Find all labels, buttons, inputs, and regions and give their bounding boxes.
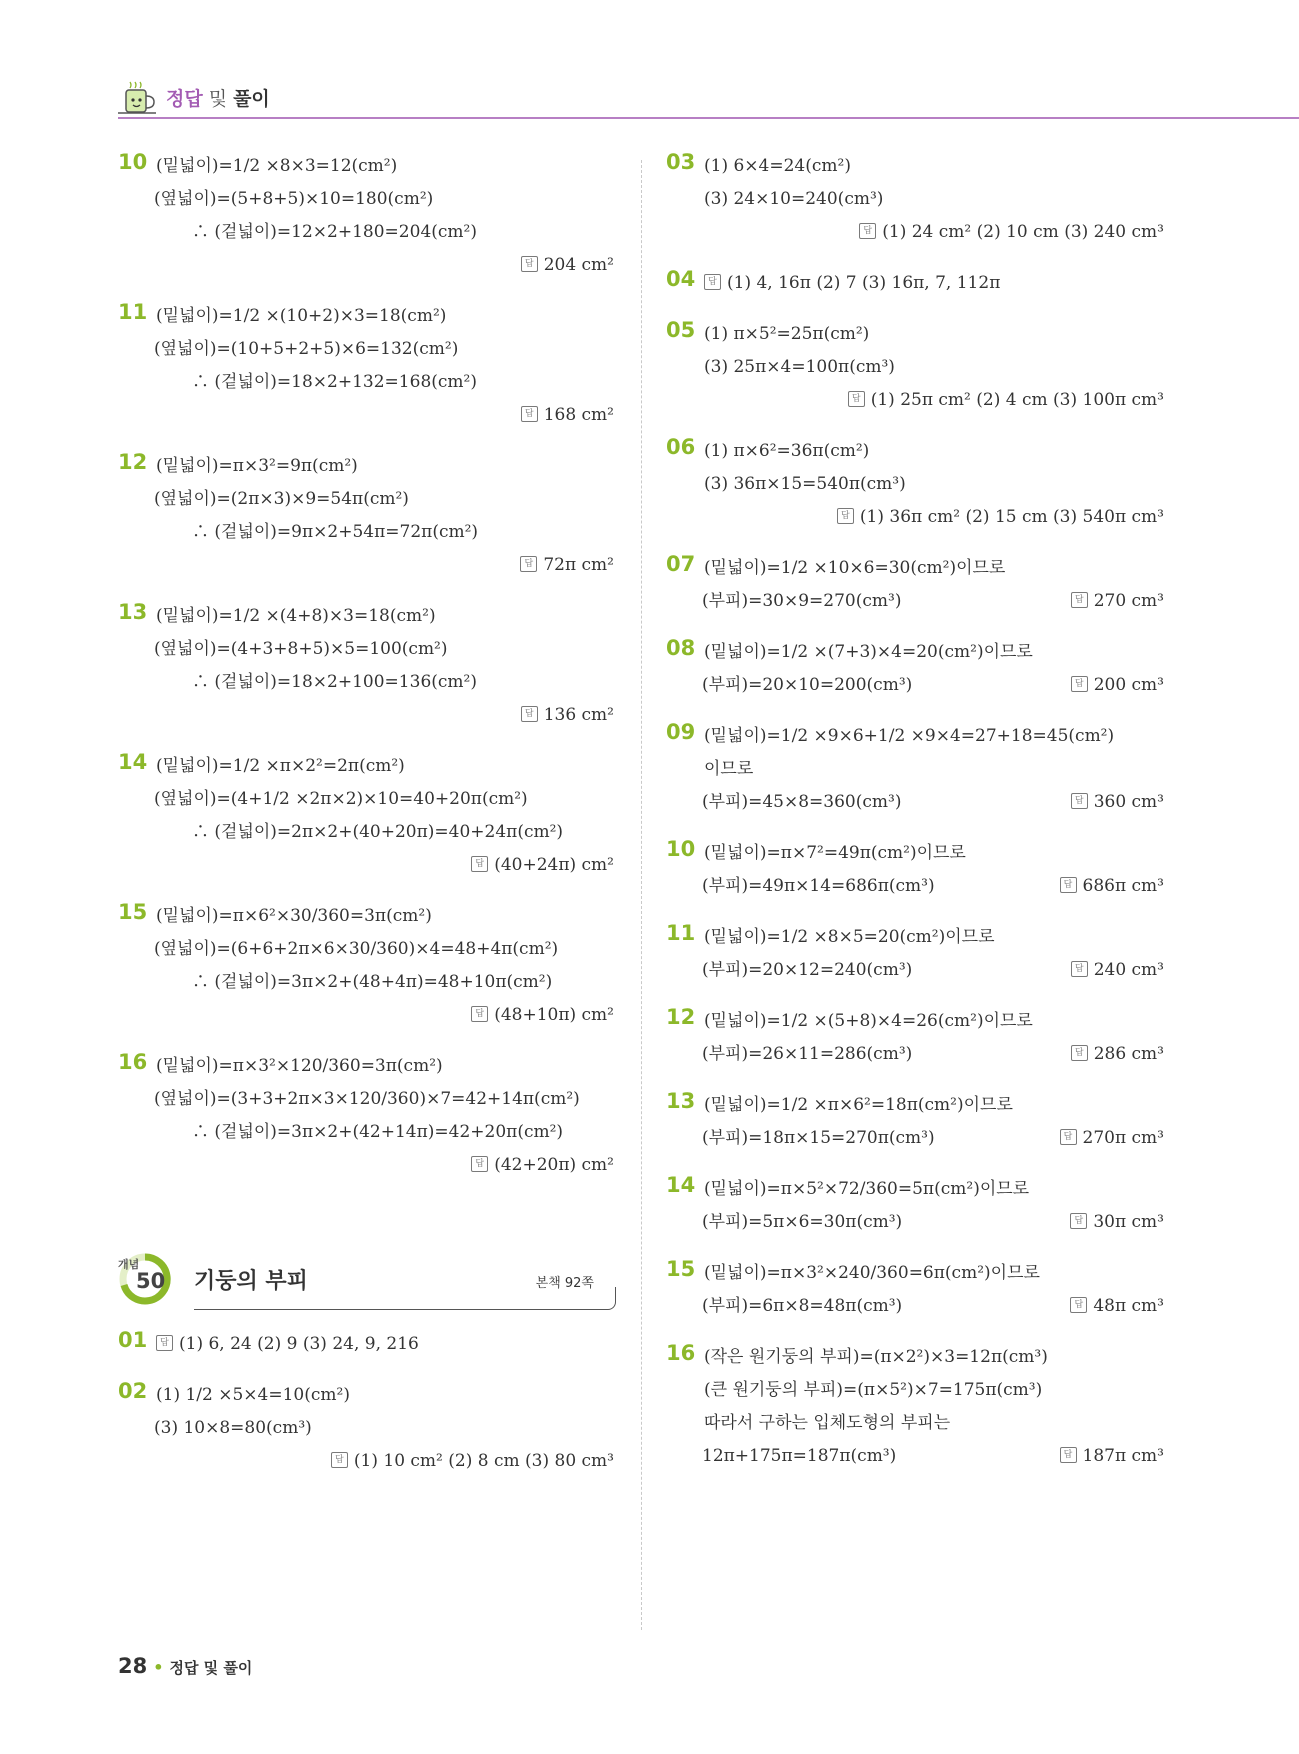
solution-line <box>666 468 1166 501</box>
solution-item <box>666 150 1166 249</box>
solution-line <box>666 921 1166 954</box>
problem-number: 11 <box>666 921 696 945</box>
problem-number: 16 <box>666 1341 696 1365</box>
solution-line <box>666 786 1166 819</box>
section-reference: 본책 92쪽 <box>535 1276 594 1291</box>
solution-line <box>666 585 1166 618</box>
mascot-cup-icon <box>118 80 158 116</box>
solution-item <box>666 318 1166 417</box>
page-title <box>166 84 270 111</box>
answer-value: 270 cm³ <box>1093 591 1164 611</box>
solution-text: (부피)=49π×14=686π(cm³) <box>702 876 935 896</box>
problem-number: 04 <box>666 267 696 291</box>
solution-text: (밑넓이)=1/2 ×8×5=20(cm²)이므로 <box>704 927 995 947</box>
solution-line <box>118 966 616 999</box>
solution-line <box>118 450 616 483</box>
answer-mark-icon: 답 <box>1070 1213 1087 1229</box>
answer <box>1070 1206 1164 1239</box>
answer-mark-icon: 답 <box>859 223 876 239</box>
final-answer <box>118 1445 616 1478</box>
problem-number: 08 <box>666 636 696 660</box>
section-kicker: 개념 <box>118 1258 140 1271</box>
answer-mark-icon: 답 <box>1071 676 1088 692</box>
problem-number: 11 <box>118 300 148 324</box>
solution-item <box>118 900 616 1032</box>
solution-line <box>118 183 616 216</box>
solution-text: (부피)=20×12=240(cm³) <box>702 960 913 980</box>
solution-line <box>666 954 1166 987</box>
solution-text: (밑넓이)=1/2 ×(7+3)×4=20(cm²)이므로 <box>704 642 1033 662</box>
solution-item <box>118 300 616 432</box>
solution-text: (3) 24×10=240(cm³) <box>704 189 884 209</box>
answer-value: 270π cm³ <box>1082 1128 1164 1148</box>
solution-item <box>666 435 1166 534</box>
solution-text: ∴ (겉넓이)=12×2+180=204(cm²) <box>192 222 477 242</box>
solution-line <box>666 552 1166 585</box>
answer-value: 72π cm² <box>543 555 614 575</box>
left-column <box>118 150 616 1496</box>
solution-line <box>666 1005 1166 1038</box>
final-answer <box>118 699 616 732</box>
solution-text: (밑넓이)=π×3²×240/360=6π(cm²)이므로 <box>704 1263 1040 1283</box>
answer <box>1071 585 1164 618</box>
answer-mark-icon: 답 <box>521 706 538 722</box>
solution-line <box>666 183 1166 216</box>
problem-number: 10 <box>118 150 148 174</box>
solution-line <box>666 753 1166 786</box>
solution-item <box>666 267 1166 300</box>
answer-mark-icon: 답 <box>1070 1297 1087 1313</box>
answer-mark-icon: 답 <box>1071 1045 1088 1061</box>
problem-number: 12 <box>666 1005 696 1029</box>
solution-text: ∴ (겉넓이)=3π×2+(48+4π)=48+10π(cm²) <box>192 972 553 992</box>
solution-text: (1) 1/2 ×5×4=10(cm²) <box>156 1385 350 1405</box>
answer-mark-icon: 답 <box>521 256 538 272</box>
solution-line <box>666 267 1166 300</box>
answer-mark-icon: 답 <box>471 1156 488 1172</box>
solution-line <box>666 720 1166 753</box>
solution-line <box>118 900 616 933</box>
answer-value: (1) 24 cm² (2) 10 cm (3) 240 cm³ <box>882 222 1164 242</box>
solution-line <box>666 150 1166 183</box>
solution-line <box>118 150 616 183</box>
page-number: 28 <box>118 1654 148 1678</box>
answer-value: (1) 36π cm² (2) 15 cm (3) 540π cm³ <box>859 507 1164 527</box>
section-title: 기둥의 부피 <box>194 1269 308 1294</box>
solution-text: (밑넓이)=1/2 ×(4+8)×3=18(cm²) <box>156 606 436 626</box>
solution-line <box>118 1379 616 1412</box>
solution-item <box>118 600 616 732</box>
section-number: 50 <box>136 1269 166 1293</box>
answer-mark-icon: 답 <box>520 556 537 572</box>
solution-list-left <box>118 150 616 1182</box>
solution-text: (옆넓이)=(4+3+8+5)×5=100(cm²) <box>154 639 448 659</box>
answer-mark-icon: 답 <box>156 1335 173 1351</box>
solution-line <box>666 318 1166 351</box>
problem-number: 16 <box>118 1050 148 1074</box>
answer <box>1071 954 1164 987</box>
solution-text: (밑넓이)=π×3²=9π(cm²) <box>156 456 358 476</box>
answer-value: 200 cm³ <box>1093 675 1164 695</box>
column-divider <box>641 160 642 1630</box>
answer-mark-icon: 답 <box>471 1006 488 1022</box>
problem-number: 14 <box>118 750 148 774</box>
solution-text: (3) 10×8=80(cm³) <box>154 1418 312 1438</box>
answer-mark-icon: 답 <box>331 1452 348 1468</box>
solution-line <box>666 1407 1166 1440</box>
answer-value: 187π cm³ <box>1082 1446 1164 1466</box>
solution-line <box>118 1328 616 1361</box>
problem-number: 01 <box>118 1328 148 1352</box>
solution-line <box>118 1412 616 1445</box>
solution-line <box>666 1089 1166 1122</box>
solution-item <box>118 1379 616 1478</box>
final-answer <box>118 399 616 432</box>
answer-value: (40+24π) cm² <box>494 855 614 875</box>
answer-mark-icon: 답 <box>1060 1129 1077 1145</box>
solution-line <box>666 1341 1166 1374</box>
solution-line <box>118 333 616 366</box>
answer-value: (42+20π) cm² <box>494 1155 614 1175</box>
answer-value: 286 cm³ <box>1093 1044 1164 1064</box>
header-divider <box>118 117 1299 119</box>
answer-value: 360 cm³ <box>1093 792 1164 812</box>
answer-mark-icon: 답 <box>704 274 721 290</box>
solution-text: (밑넓이)=1/2 ×8×3=12(cm²) <box>156 156 398 176</box>
solution-item <box>118 1328 616 1361</box>
solution-text: (부피)=6π×8=48π(cm³) <box>702 1296 903 1316</box>
solution-line <box>666 1290 1166 1323</box>
solution-line <box>118 483 616 516</box>
solution-line <box>666 1374 1166 1407</box>
final-answer <box>666 384 1166 417</box>
page-footer <box>118 1654 252 1678</box>
solution-text: (1) 6×4=24(cm²) <box>704 156 851 176</box>
answer-value: 48π cm³ <box>1093 1296 1164 1316</box>
solution-line <box>666 837 1166 870</box>
problem-number: 03 <box>666 150 696 174</box>
solution-text: (밑넓이)=1/2 ×10×6=30(cm²)이므로 <box>704 558 1006 578</box>
answer <box>1060 870 1164 903</box>
solution-text: (옆넓이)=(5+8+5)×10=180(cm²) <box>154 189 434 209</box>
answer-value: 204 cm² <box>543 255 614 275</box>
solution-line <box>666 669 1166 702</box>
solution-line <box>666 351 1166 384</box>
solution-text: 따라서 구하는 입체도형의 부피는 <box>704 1413 951 1433</box>
solution-line <box>118 300 616 333</box>
solution-text: (1) π×6²=36π(cm²) <box>704 441 870 461</box>
final-answer <box>118 849 616 882</box>
solution-item <box>666 1089 1166 1155</box>
solution-line <box>666 1038 1166 1071</box>
answer-value: 240 cm³ <box>1093 960 1164 980</box>
problem-number: 07 <box>666 552 696 576</box>
solution-list-right <box>666 150 1166 1473</box>
solution-text: (부피)=5π×6=30π(cm³) <box>702 1212 903 1232</box>
answer <box>1071 669 1164 702</box>
problem-number: 15 <box>118 900 148 924</box>
answer <box>1060 1122 1164 1155</box>
solution-text: (3) 36π×15=540π(cm³) <box>704 474 906 494</box>
solution-item <box>666 1173 1166 1239</box>
solution-line <box>666 1173 1166 1206</box>
answer-mark-icon: 답 <box>1060 877 1077 893</box>
solution-line <box>118 750 616 783</box>
problem-number: 02 <box>118 1379 148 1403</box>
solution-line <box>118 933 616 966</box>
solution-line <box>666 1440 1166 1473</box>
solution-item <box>666 1005 1166 1071</box>
solution-text: (밑넓이)=π×3²×120/360=3π(cm²) <box>156 1056 443 1076</box>
solution-text: (부피)=30×9=270(cm³) <box>702 591 902 611</box>
solution-text: (3) 25π×4=100π(cm³) <box>704 357 895 377</box>
answer-value: (1) 25π cm² (2) 4 cm (3) 100π cm³ <box>870 390 1164 410</box>
solution-line <box>118 633 616 666</box>
answer-value: 686π cm³ <box>1082 876 1164 896</box>
answer-mark-icon: 답 <box>1071 793 1088 809</box>
solution-text: (부피)=20×10=200(cm³) <box>702 675 913 695</box>
solution-text: (옆넓이)=(2π×3)×9=54π(cm²) <box>154 489 409 509</box>
answer-value: 168 cm² <box>543 405 614 425</box>
solution-text: (옆넓이)=(4+1/2 ×2π×2)×10=40+20π(cm²) <box>154 789 528 809</box>
title-part3: 풀이 <box>233 88 270 110</box>
solution-text: ∴ (겉넓이)=2π×2+(40+20π)=40+24π(cm²) <box>192 822 564 842</box>
answer-mark-icon: 답 <box>848 391 865 407</box>
title-part1: 정답 <box>166 88 203 110</box>
final-answer <box>666 216 1166 249</box>
title-part2: 및 <box>208 88 228 110</box>
final-answer <box>118 1149 616 1182</box>
solution-text: (부피)=18π×15=270π(cm³) <box>702 1128 935 1148</box>
solution-text: (밑넓이)=1/2 ×(5+8)×4=26(cm²)이므로 <box>704 1011 1033 1031</box>
solution-line <box>666 1257 1166 1290</box>
solution-text: (부피)=45×8=360(cm³) <box>702 792 902 812</box>
footer-label: 정답 및 풀이 <box>169 1659 253 1677</box>
solution-line <box>118 1083 616 1116</box>
solution-item <box>666 921 1166 987</box>
final-answer <box>118 549 616 582</box>
final-answer <box>666 501 1166 534</box>
solution-text: (옆넓이)=(10+5+2+5)×6=132(cm²) <box>154 339 459 359</box>
answer-text: (1) 6, 24 (2) 9 (3) 24, 9, 216 <box>179 1334 419 1354</box>
answer-value: 136 cm² <box>543 705 614 725</box>
solution-item <box>666 1341 1166 1473</box>
solution-list-left-2 <box>118 1328 616 1478</box>
answer <box>1070 1290 1164 1323</box>
solution-text: 12π+175π=187π(cm³) <box>702 1446 897 1466</box>
solution-line <box>666 1122 1166 1155</box>
solution-text: (1) π×5²=25π(cm²) <box>704 324 870 344</box>
answer <box>1071 786 1164 819</box>
solution-text: 이므로 <box>704 759 754 779</box>
solution-item <box>118 1050 616 1182</box>
solution-item <box>666 1257 1166 1323</box>
answer <box>1071 1038 1164 1071</box>
solution-item <box>666 636 1166 702</box>
problem-number: 13 <box>666 1089 696 1113</box>
solution-line <box>118 1116 616 1149</box>
right-column <box>666 150 1166 1491</box>
solution-text: (밑넓이)=1/2 ×9×6+1/2 ×9×4=27+18=45(cm²) <box>704 726 1115 746</box>
answer-value: (1) 10 cm² (2) 8 cm (3) 80 cm³ <box>353 1451 614 1471</box>
problem-number: 13 <box>118 600 148 624</box>
answer-mark-icon: 답 <box>1060 1447 1077 1463</box>
solution-line <box>118 366 616 399</box>
solution-text: (밑넓이)=π×6²×30/360=3π(cm²) <box>156 906 432 926</box>
solution-text: (밑넓이)=1/2 ×(10+2)×3=18(cm²) <box>156 306 447 326</box>
answer-mark-icon: 답 <box>837 508 854 524</box>
solution-line <box>666 870 1166 903</box>
solution-line <box>118 516 616 549</box>
solution-line <box>118 666 616 699</box>
solution-text: ∴ (겉넓이)=18×2+132=168(cm²) <box>192 372 477 392</box>
solution-text: (밑넓이)=1/2 ×π×6²=18π(cm²)이므로 <box>704 1095 1013 1115</box>
solution-item <box>666 720 1166 819</box>
solution-line <box>118 1050 616 1083</box>
solution-item <box>666 837 1166 903</box>
solution-line <box>666 1206 1166 1239</box>
solution-text: (밑넓이)=1/2 ×π×2²=2π(cm²) <box>156 756 405 776</box>
solution-text: ∴ (겉넓이)=9π×2+54π=72π(cm²) <box>192 522 479 542</box>
answer-mark-icon: 답 <box>1071 592 1088 608</box>
answer-value: 30π cm³ <box>1093 1212 1164 1232</box>
solution-item <box>666 552 1166 618</box>
solution-line <box>118 816 616 849</box>
answer <box>1060 1440 1164 1473</box>
problem-number: 05 <box>666 318 696 342</box>
problem-number: 10 <box>666 837 696 861</box>
solution-line <box>666 435 1166 468</box>
solution-text: (큰 원기둥의 부피)=(π×5²)×7=175π(cm³) <box>704 1380 1043 1400</box>
solution-text: (부피)=26×11=286(cm³) <box>702 1044 913 1064</box>
answer-mark-icon: 답 <box>521 406 538 422</box>
solution-text: ∴ (겉넓이)=18×2+100=136(cm²) <box>192 672 477 692</box>
answer-mark-icon: 답 <box>1071 961 1088 977</box>
solution-item <box>118 450 616 582</box>
solution-item <box>118 150 616 282</box>
solution-text: (밑넓이)=π×7²=49π(cm²)이므로 <box>704 843 966 863</box>
solution-line <box>666 636 1166 669</box>
solution-text: ∴ (겉넓이)=3π×2+(42+14π)=42+20π(cm²) <box>192 1122 564 1142</box>
footer-dot: • <box>153 1658 164 1677</box>
solution-text: (옆넓이)=(3+3+2π×3×120/360)×7=42+14π(cm²) <box>154 1089 580 1109</box>
answer-mark-icon: 답 <box>471 856 488 872</box>
problem-number: 06 <box>666 435 696 459</box>
solution-line <box>118 600 616 633</box>
problem-number: 15 <box>666 1257 696 1281</box>
section-heading <box>118 1252 616 1314</box>
section-underline <box>194 1287 616 1310</box>
problem-number: 12 <box>118 450 148 474</box>
answer-text: (1) 4, 16π (2) 7 (3) 16π, 7, 112π <box>727 273 1001 293</box>
solution-text: (옆넓이)=(6+6+2π×6×30/360)×4=48+4π(cm²) <box>154 939 559 959</box>
final-answer <box>118 999 616 1032</box>
solution-line <box>118 783 616 816</box>
solution-item <box>118 750 616 882</box>
problem-number: 14 <box>666 1173 696 1197</box>
final-answer <box>118 249 616 282</box>
solution-text: (밑넓이)=π×5²×72/360=5π(cm²)이므로 <box>704 1179 1030 1199</box>
solution-line <box>118 216 616 249</box>
problem-number: 09 <box>666 720 696 744</box>
answer-value: (48+10π) cm² <box>494 1005 614 1025</box>
solution-text: (작은 원기둥의 부피)=(π×2²)×3=12π(cm³) <box>704 1347 1048 1367</box>
